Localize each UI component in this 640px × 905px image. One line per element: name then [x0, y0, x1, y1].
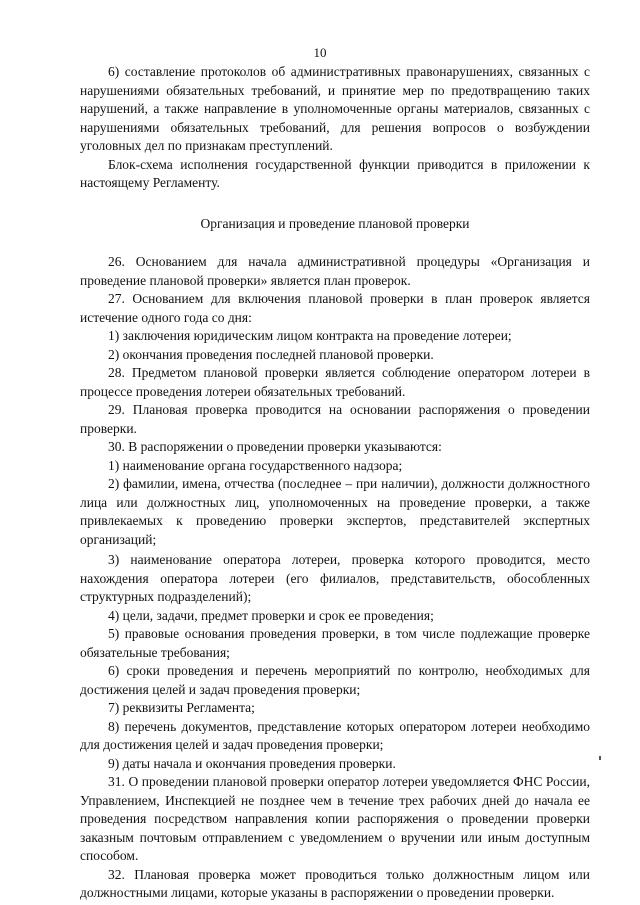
paragraph-30-item-9: 9) даты начала и окончания проведения проверки. [108, 755, 396, 771]
paragraph-30-item-5: 5) правовые основания проведения проверки, в том числе подлежащие проверке обязательные требования; [80, 626, 590, 660]
section-title: Организация и проведение плановой проверки [200, 215, 470, 231]
paragraph-31: 31. О проведении плановой проверки оператор лотереи уведомляется ФНС России, Управлением, Инспекцией не позднее чем в течение трех рабочих дней до начала ее проведения посредством направления копии распоряжения о проведении проверки заказным почтовым отправлением с уведомлением о вручении или иным доступным способом. [80, 774, 590, 863]
paragraph-30: 30. В распоряжении о проведении проверки указываются: [108, 439, 442, 454]
paragraph-30-item-1: 1) наименование органа государственного надзора; [108, 457, 403, 473]
paragraph-27-item-1: 1) заключения юридическим лицом контракта на проведение лотереи; [108, 328, 512, 343]
paragraph-6-protocols: 6) составление протоколов об административных правонарушениях, связанных с нарушениями обязательных требований, и принятие мер по предотвращению таких нарушений, а также направление в уполномоченные органы материалов, связанных с нарушениями обязательных требований, для решения вопросов о возбуждении уголовных дел по признакам преступлений. [80, 64, 590, 153]
page-number: 10 [313, 45, 327, 60]
paragraph-29: 29. Плановая проверка проводится на основании распоряжения о проведении проверки. [80, 402, 590, 436]
paragraph-30-item-8: 8) перечень документов, представление которых оператором лотереи необходимо для достижения целей и задач проведения проверки; [80, 718, 590, 752]
paragraph-26: 26. Основанием для начала административной процедуры «Организация и проведение плановой проверки» является план проверок. [80, 254, 590, 288]
paragraph-flowchart-note: Блок-схема исполнения государственной функции приводится в приложении к настоящему Регламенту. [80, 156, 590, 190]
paragraph-27-item-2: 2) окончания проведения последней плановой проверки. [108, 346, 434, 362]
scan-speck [599, 756, 601, 760]
paragraph-30-item-2: 2) фамилии, имена, отчества (последнее – при наличии), должности должностного лица или должностных лиц, уполномоченных на проведение проверки, а также привлекаемых к проведению проверки экспертов, представителей экспертных организаций; [80, 476, 590, 547]
paragraph-30-item-7: 7) реквизиты Регламента; [108, 700, 255, 715]
paragraph-27: 27. Основанием для включения плановой проверки в план проверок является истечение одного года со дня: [80, 291, 590, 325]
paragraph-30-item-6: 6) сроки проведения и перечень мероприятий по контролю, необходимых для достижения целей и задач проведения проверки; [80, 663, 590, 697]
paragraph-30-item-4: 4) цели, задачи, предмет проверки и срок ее проведения; [108, 607, 434, 623]
paragraph-30-item-3: 3) наименование оператора лотереи, проверка которого проводится, место нахождения оператора лотереи (его филиалов, представительств, обособленных структурных подразделений); [80, 552, 590, 604]
document-body [80, 63, 590, 903]
paragraph-32: 32. Плановая проверка может проводиться только должностным лицом или должностными лицами, которые указаны в распоряжении о проведении проверки. [80, 866, 590, 900]
paragraph-28: 28. Предметом плановой проверки является соблюдение оператором лотереи в процессе проведения лотереи обязательных требований. [80, 365, 590, 399]
